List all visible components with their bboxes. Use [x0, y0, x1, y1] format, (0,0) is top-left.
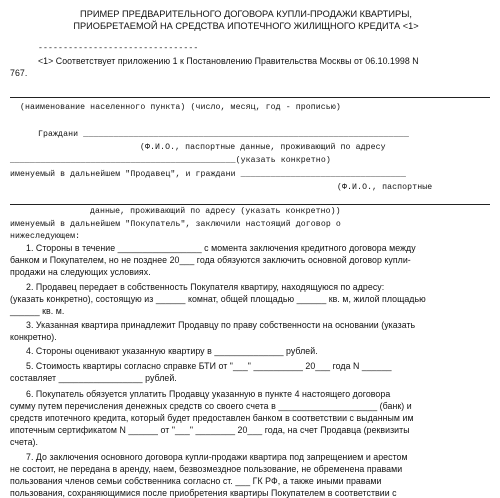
clause-7-line-2: не состоит, не передана в аренду, наем, безвозмездное пользование, не обременена правами [10, 464, 403, 474]
buyer-details-caption: (Ф.И.О., паспортные [337, 183, 433, 192]
clause-6-line-5: счета). [10, 437, 39, 447]
seller-address-blank: _____________________________________________(указать конкретно) [10, 156, 331, 165]
buyer-designation: именуемый в дальнейшем "Покупатель", заключили настоящий договор о [10, 220, 341, 229]
clause-1-line-2: банком и Покупателем, но не позднее 20___ года обязуются заключить основной договор купли- [10, 255, 411, 265]
seller-details-caption: (Ф.И.О., паспортные данные, проживающий по адресу [140, 143, 386, 152]
place-date-caption: (наименование населенного пункта) (число, месяц, год - прописью) [20, 103, 341, 112]
clause-6-line-3: средств ипотечного кредита, который будет предоставлен банком в соответствии с выданным им [10, 413, 414, 423]
clause-6-line-2: сумму путем перечисления денежных средств со своего счета в ____________________ (банк) и [10, 401, 412, 411]
seller-name-blank: Граждани _________________________________________________________________ [38, 130, 409, 139]
clause-1-line-3: продажи на следующих условиях. [10, 267, 151, 277]
clause-2-line-2: (указать конкретно), состоящую из ______ комнат, общей площадью ______ кв. м, жилой площадью [10, 294, 426, 304]
clause-6-line-1: 6. Покупатель обязуется уплатить Продавцу указанную в пункте 4 настоящего договора [26, 389, 391, 399]
clause-7-line-1: 7. До заключения основного договора купли-продажи квартира под запрещением и арестом [26, 452, 408, 462]
agreement-intro: нижеследующем: [10, 232, 81, 241]
clause-6-line-4: ипотечным сертификатом N ______ от "___" ________ 20___ года, на счет Продавца (реквизиты [10, 425, 410, 435]
clause-1-line-1: 1. Стороны в течение _________________ с момента заключения кредитного договора между [26, 243, 416, 253]
footnote-text-line-2: 767. [10, 68, 28, 78]
document-title-line-2: ПРИОБРЕТАЕМОЙ НА СРЕДСТВА ИПОТЕЧНОГО ЖИЛИЩНОГО КРЕДИТА <1> [73, 20, 419, 31]
footnote-text-line-1: <1> Соответствует приложению 1 к Постановлению Правительства Москвы от 06.10.1998 N [38, 56, 419, 66]
seller-designation: именуемый в дальнейшем "Продавец", и граждани _________________________________ [10, 170, 407, 179]
clause-7-line-3: пользования членов семьи собственника согласно ст. ___ ГК РФ, а также иными правами [10, 476, 382, 486]
clause-7-line-4: пользования, сохраняющимися после приобретения квартиры Покупателем в соответствии с [10, 488, 397, 498]
clause-5-line-1: 5. Стоимость квартиры согласно справке БТИ от "___" __________ 20___ года N ______ [26, 361, 392, 371]
clause-5-line-2: составляет _________________ рублей. [10, 373, 177, 383]
clause-3-line-2: конкретно). [10, 332, 57, 342]
footnote-separator: -------------------------------- [38, 44, 199, 53]
clause-4: 4. Стороны оценивают указанную квартиру в ______________ рублей. [26, 346, 318, 356]
buyer-details-blank-line [10, 204, 490, 205]
document-title-line-1: ПРИМЕР ПРЕДВАРИТЕЛЬНОГО ДОГОВОРА КУПЛИ-ПРОДАЖИ КВАРТИРЫ, [80, 8, 412, 19]
clause-3-line-1: 3. Указанная квартира принадлежит Продавцу по праву собственности на основании (указать [26, 320, 416, 330]
clause-2-line-3: ______ кв. м. [10, 306, 65, 316]
buyer-address-caption: данные, проживающий по адресу (указать конкретно)) [90, 207, 341, 216]
header-blank-line [10, 97, 490, 98]
clause-2-line-1: 2. Продавец передает в собственность Покупателя квартиру, находящуюся по адресу: [26, 282, 385, 292]
